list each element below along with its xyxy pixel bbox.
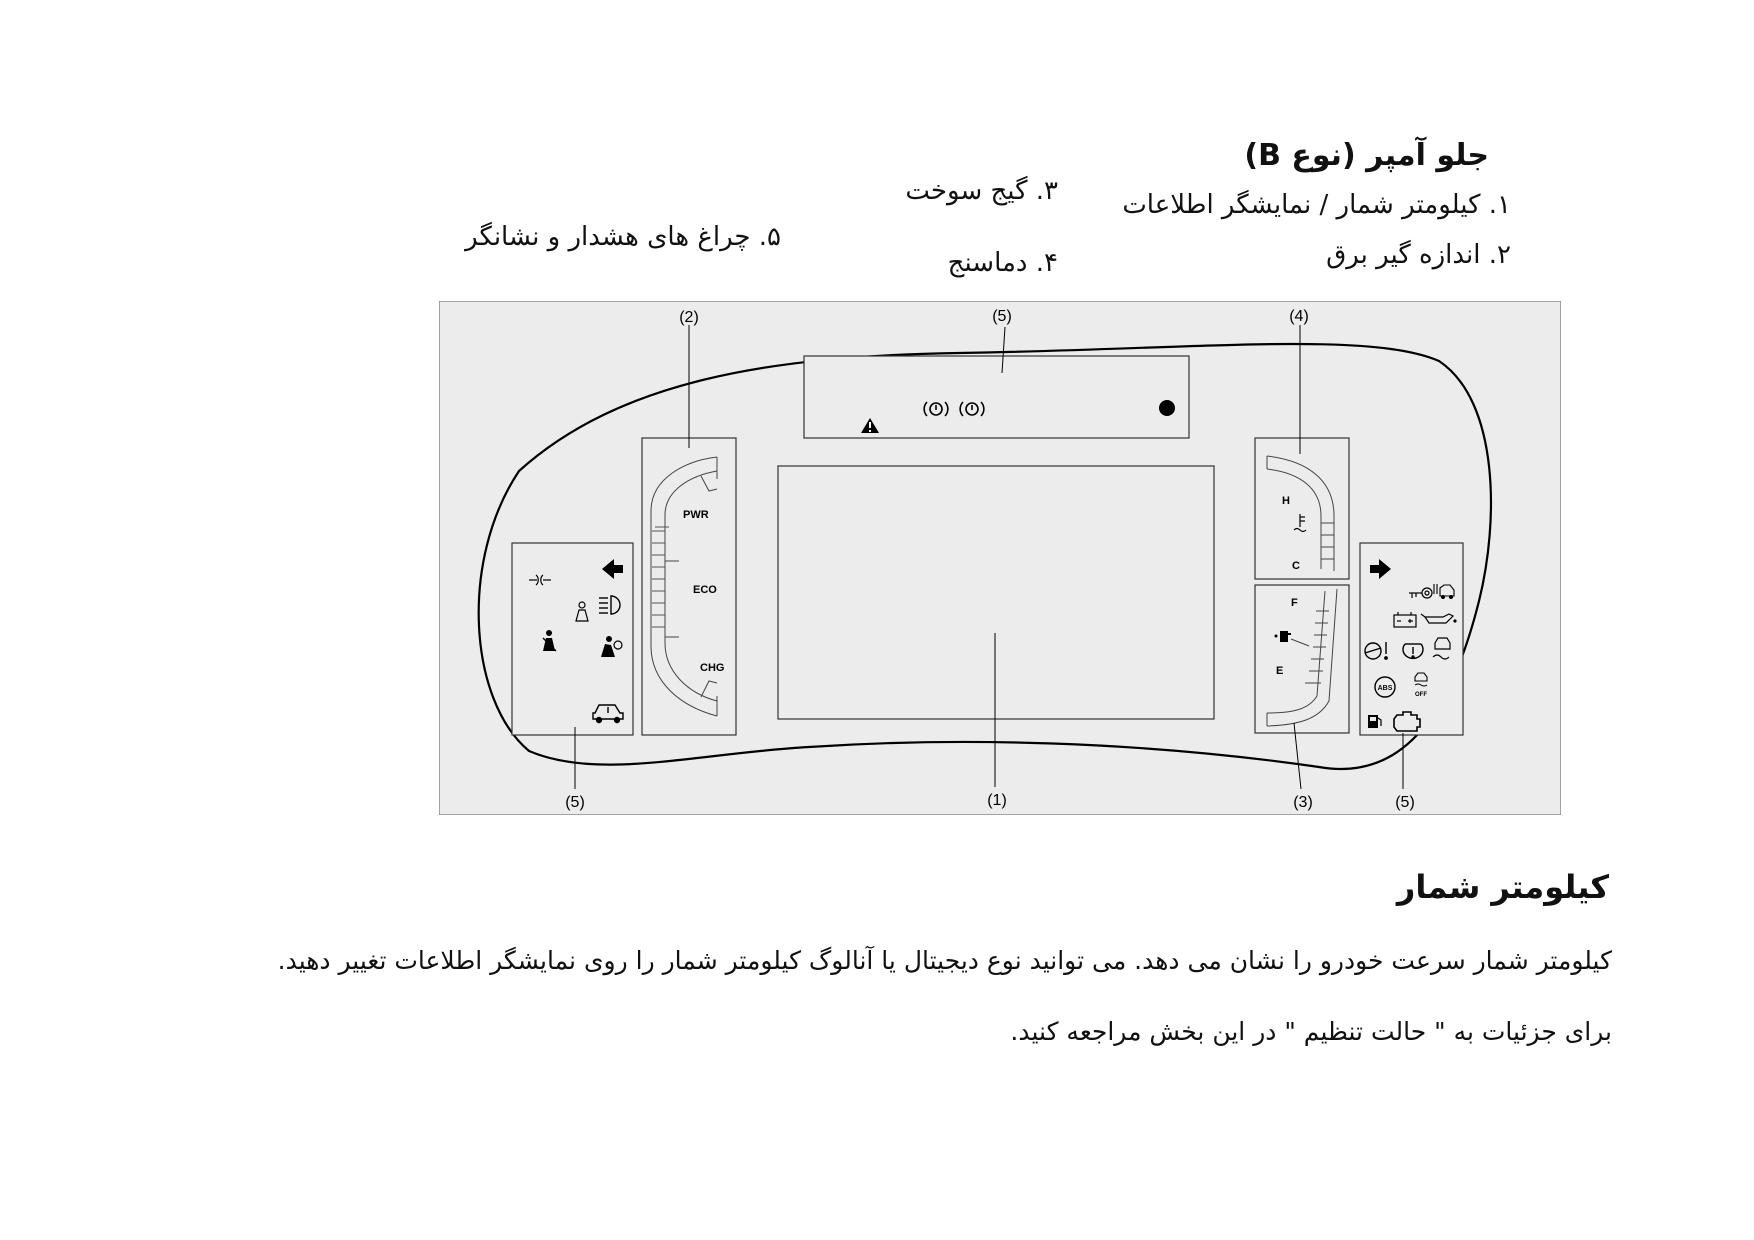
temperature-gauge-panel [1255,438,1349,579]
fuel-gauge-full-label: F [1291,597,1298,609]
paragraph-2: برای جزئیات به " حالت تنظیم " در این بخش مراجعه کنید. [1010,1017,1612,1046]
legend-item-5: ۵. چراغ های هشدار و نشانگر [465,222,781,252]
legend-item-2: ۲. اندازه گیر برق [1326,240,1511,270]
fuel-gauge-panel [1255,585,1349,733]
section-title: کیلومتر شمار [1396,868,1609,906]
callout-1: (1) [987,792,1007,809]
off-label: OFF [1415,692,1427,698]
callout-4: (4) [1289,308,1309,325]
fuel-gauge-empty-label: E [1276,665,1284,677]
power-gauge-eco-label: ECO [693,584,717,596]
instrument-cluster-diagram [439,301,1561,815]
callout-5-left: (5) [565,794,585,811]
power-gauge-pwr-label: PWR [683,509,709,521]
top-warning-panel [804,356,1189,438]
indicator-dot-icon [1159,400,1175,416]
callout-5-top: (5) [992,308,1012,325]
paragraph-1: کیلومتر شمار سرعت خودرو را نشان می دهد. می توانید نوع دیجیتال یا آنالوگ کیلومتر شمار را روی نمایشگر اطلاعات تغییر دهید. [277,946,1612,975]
power-gauge-chg-label: CHG [700,662,725,674]
callout-5-right: (5) [1395,794,1415,811]
abs-label: ABS [1377,685,1393,692]
legend-item-4: ۴. دماسنج [947,248,1058,278]
legend-item-1: ۱. کیلومتر شمار / نمایشگر اطلاعات [1122,190,1511,220]
callout-2: (2) [679,309,699,326]
legend-item-3: ۳. گیج سوخت [905,176,1058,206]
temperature-gauge-cold-label: C [1292,560,1300,572]
callout-3: (3) [1293,794,1313,811]
power-gauge-panel [642,438,736,735]
temperature-gauge-hot-label: H [1282,495,1290,507]
page-heading: جلو آمپر (نوع B) [1244,138,1489,173]
info-display-panel [778,466,1214,719]
